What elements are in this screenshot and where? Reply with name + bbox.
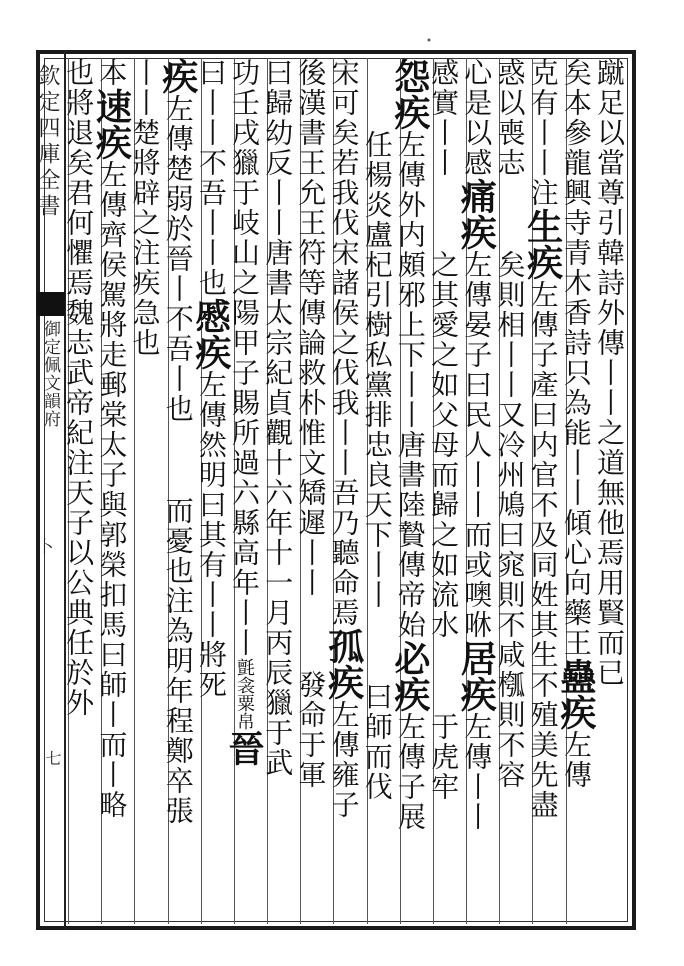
text-run: 惑以喪志 [493, 58, 527, 178]
text-run: 也將退矣君何懼焉魏志武帝紀注天子以公典任於外 [62, 58, 96, 718]
book-title: 御定佩文韻府 [40, 320, 60, 428]
entry-heading: 蠱疾 [554, 658, 597, 730]
entry-heading: 慼疾 [189, 298, 232, 370]
text-run: 丨丨楚將辟之注疾急也 [128, 58, 162, 358]
text-run: 左傳丨丨 [460, 712, 494, 832]
text-column [156, 58, 201, 924]
text-run: 左傳外内頗邪上下丨丨唐書陸贄傳帝始 [393, 130, 427, 640]
page-number: 七 [43, 750, 62, 766]
text-run: 矣本參龍興寺青木香詩只為能丨丨傾心向藥王 [559, 58, 593, 658]
text-run: 于虎牢 [427, 712, 461, 802]
text-run: 任楊炎盧杞引樹私黨排忠良天下丨丨 [360, 130, 394, 610]
text-run: 左傳 [559, 730, 593, 790]
text-run: 功壬戌獵于岐山之陽甲子賜所過六縣高年丨丨 [228, 58, 262, 658]
entry-heading: 居疾 [455, 640, 498, 712]
text-column [360, 58, 400, 924]
text-run: 矣則相丨丨又冷州鳩曰窕則不咸槬則不容 [493, 250, 527, 790]
text-column [128, 58, 167, 924]
text-column [521, 58, 565, 924]
text-run: 曰歸幼反丨丨唐書太宗紀貞觀十六年十一月丙辰獵于武 [261, 58, 295, 778]
text-run: 蹴足以當尊引韓詩外傳丨丨之道無他焉用賢而已 [592, 58, 626, 688]
text-column [189, 58, 234, 924]
text-column [223, 58, 267, 924]
text-run: 曰師而伐 [360, 682, 394, 802]
text-run: 宋可矣若我伐宋諸侯之伐我丨丨吾乃聽命焉 [327, 58, 361, 628]
text-run: 感實丨丨 [427, 58, 461, 178]
text-run: 後漢書王允王符等傳論救朴惟文矯遲丨丨 [294, 58, 328, 598]
entry-heading: 晉 [223, 730, 266, 766]
text-run: 心是以感 [460, 58, 494, 178]
entry-heading: 痛疾 [455, 178, 498, 250]
text-run: 左傳雍子 [327, 700, 361, 820]
text-run: 克有丨丨注 [526, 58, 560, 208]
ink-speck: • [426, 36, 432, 47]
text-run: 左傳齊侯駕將走郵棠太子與郭榮扣馬曰師丨而丨略 [95, 160, 129, 820]
text-column [261, 58, 300, 924]
text-run: 左傳然明曰其有丨丨將死 [194, 370, 228, 700]
text-column [388, 58, 433, 924]
entry-heading: 孤疾 [322, 628, 365, 700]
text-column [427, 58, 466, 924]
entry-heading: 必疾 [388, 640, 431, 712]
text-run: 左傳子展 [393, 712, 427, 832]
text-column [294, 58, 333, 924]
text-run: 發命于軍 [294, 670, 328, 790]
small-note: 氈衾粟帛 [234, 658, 256, 730]
text-run: 本 [95, 58, 129, 88]
text-column [90, 58, 134, 924]
entry-heading: 疾 [156, 58, 199, 94]
text-run: 而憂也注為明年程鄭卒張 [161, 496, 195, 826]
text-run: 左傳子產曰内官不及同姓其生不殖美先盡 [526, 280, 560, 820]
text-run: 曰丨丨不吾丨丨也 [194, 58, 228, 298]
text-column [322, 58, 366, 924]
text-run: 左傳楚弱於晉丨不吾丨也 [161, 94, 195, 424]
text-column [493, 58, 532, 924]
collection-title: 欽定四庫全書 [35, 64, 60, 220]
text-column [592, 58, 632, 924]
text-column [455, 58, 499, 924]
text-run: 左傳晏子曰民人丨丨而或噢咻 [460, 250, 494, 640]
entry-heading: 怨疾 [388, 58, 431, 130]
text-column [554, 58, 599, 924]
entry-heading: 生疾 [521, 208, 564, 280]
volume-mark: 卜 [35, 538, 54, 554]
text-run: 之其愛之如父母而歸之如流水 [427, 250, 461, 640]
entry-heading: 速疾 [90, 88, 133, 160]
text-column [62, 58, 101, 924]
